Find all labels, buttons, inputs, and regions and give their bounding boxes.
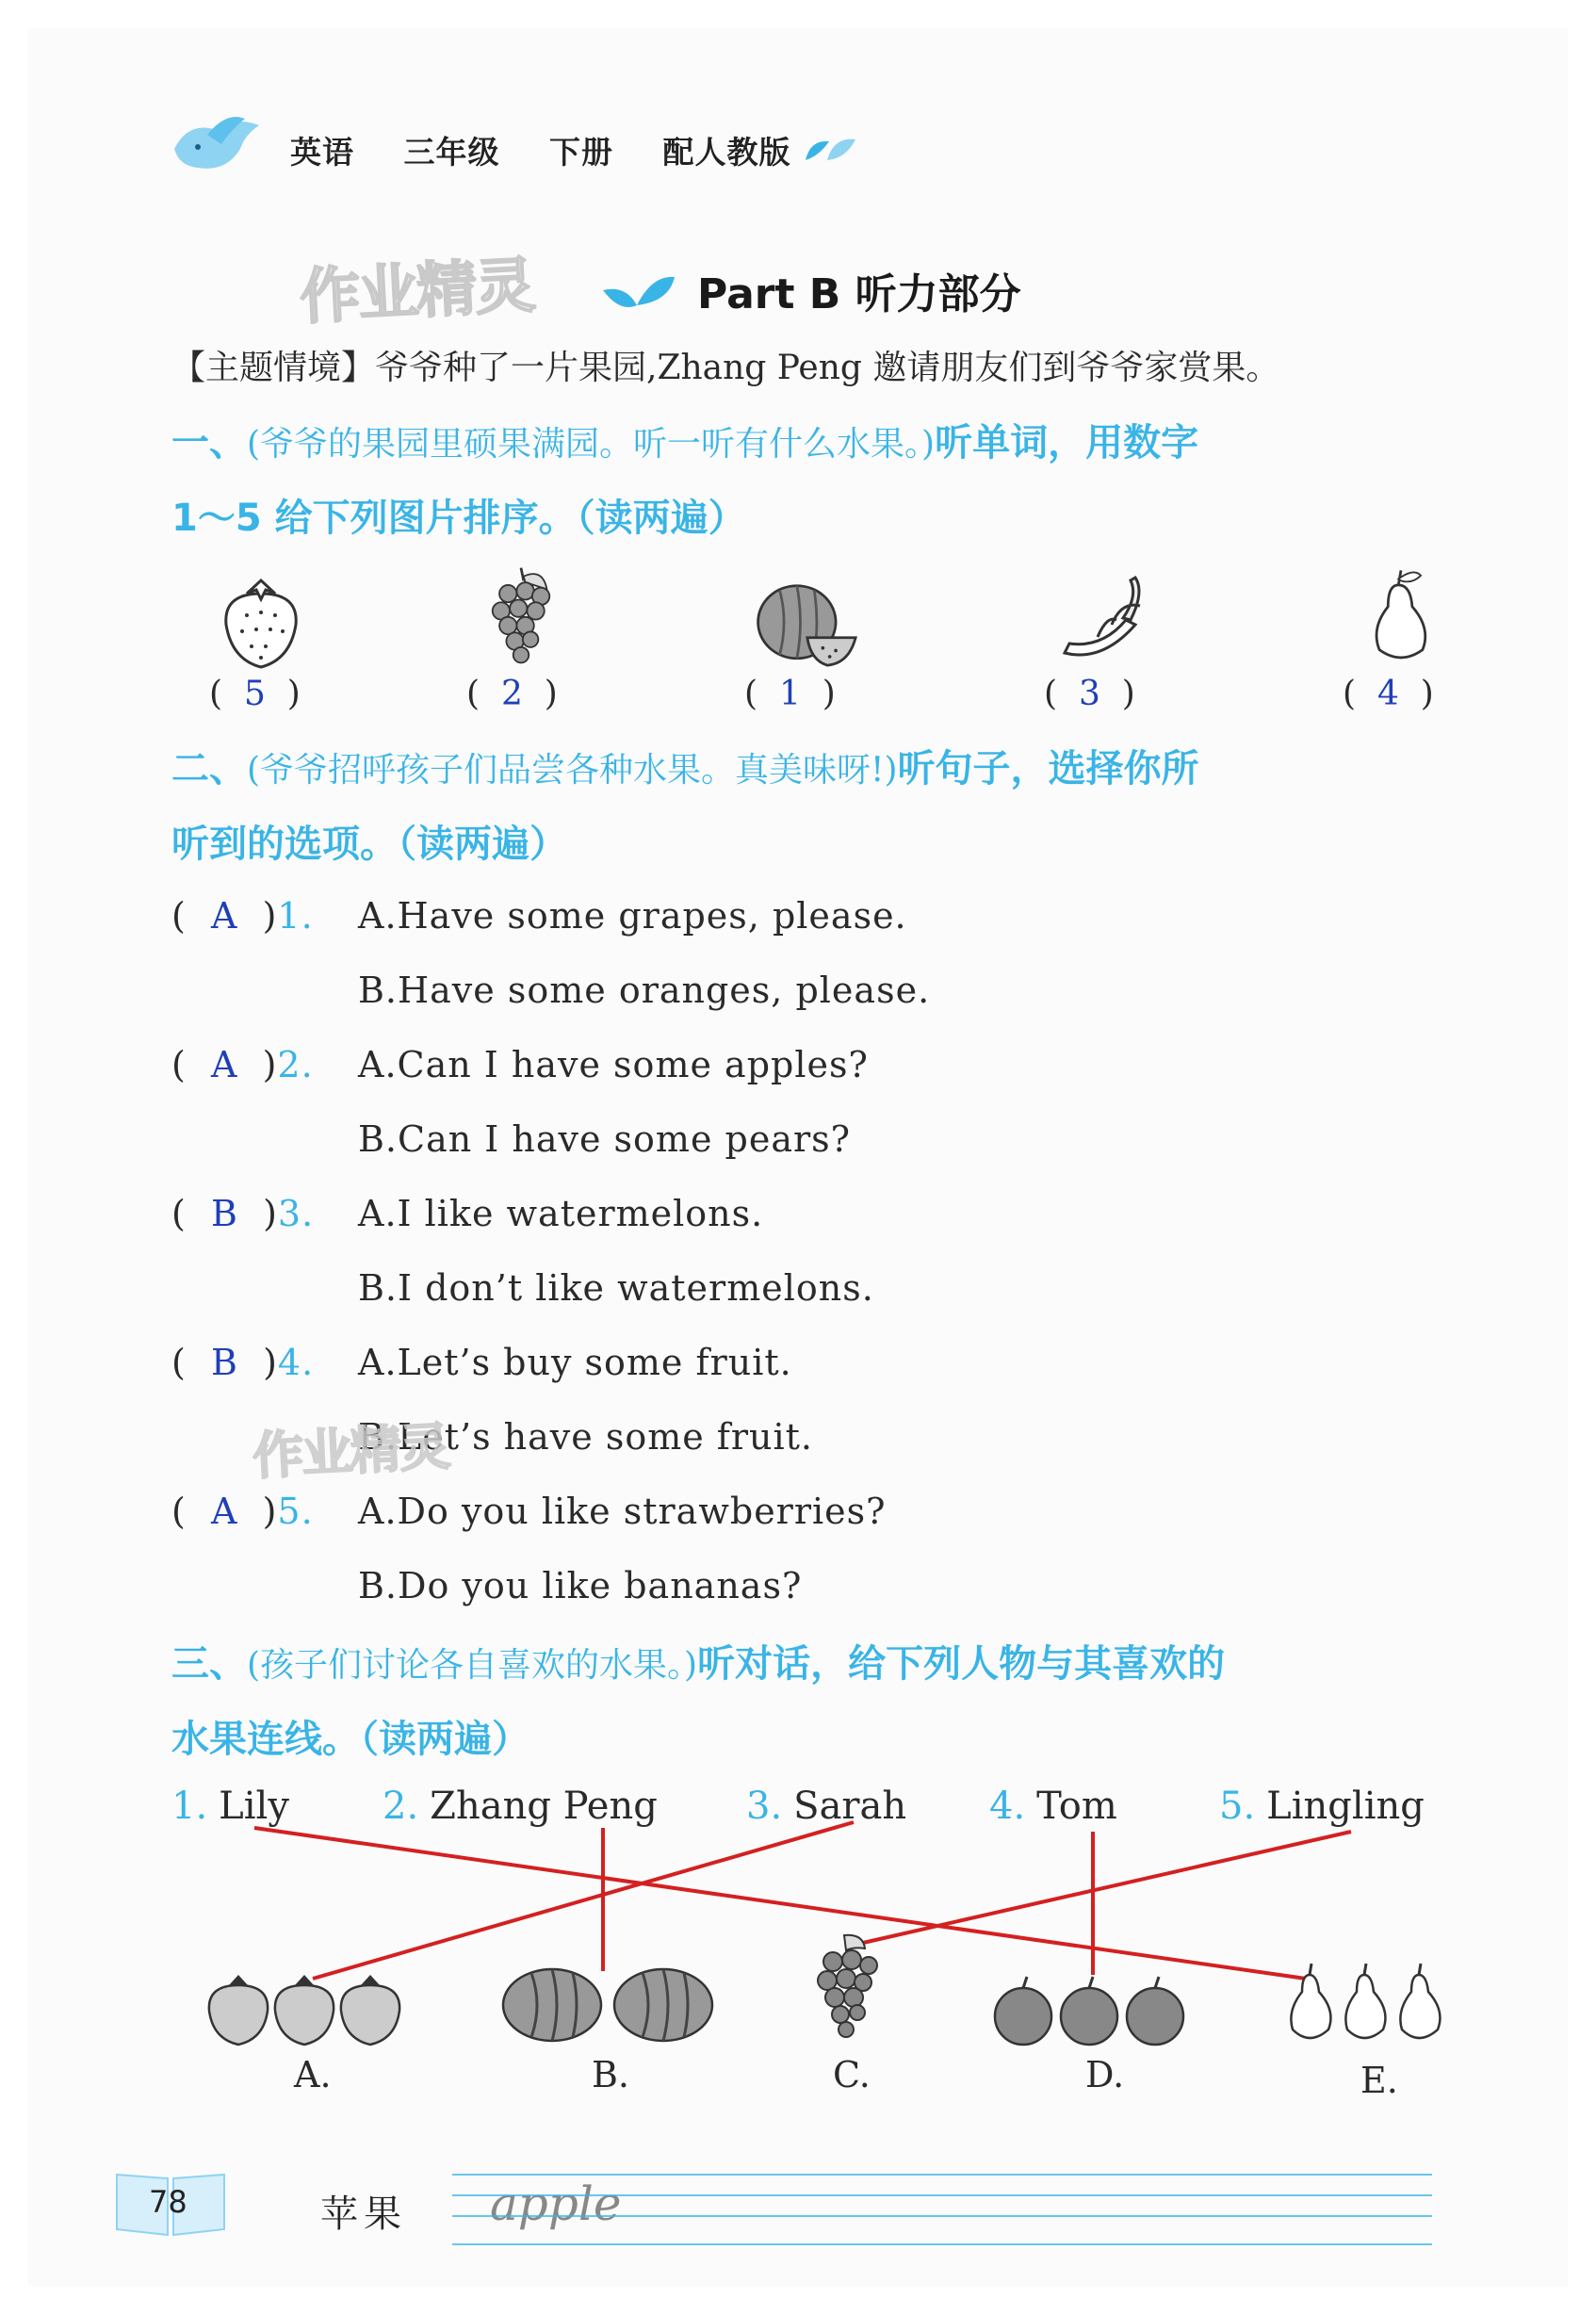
theme-text: 【主题情境】爷爷种了一片果园,Zhang Peng 邀请朋友们到爷爷家赏果。 xyxy=(171,349,1280,387)
watermark: 作业精灵 xyxy=(251,1416,450,1487)
section1-number: 一、 xyxy=(171,421,247,465)
question-number: 3. xyxy=(277,1193,315,1234)
section3-number: 三、 xyxy=(171,1642,247,1686)
section1-context: (爷爷的果园里硕果满园。听一听有什么水果。) xyxy=(247,425,936,464)
question-number: 1. xyxy=(277,895,314,937)
person-number: 5. xyxy=(1219,1785,1256,1828)
grapes-icon xyxy=(806,1932,882,2048)
question-answer: A xyxy=(210,895,238,937)
section2-context: (爷爷招呼孩子们品尝各种水果。真美味呀!) xyxy=(247,751,898,790)
match-line-lingling-c xyxy=(863,1832,1351,1943)
question-5: ( A )5. xyxy=(171,1491,314,1532)
person-number: 4. xyxy=(989,1785,1026,1828)
option-a: A.Have some grapes, please. xyxy=(358,895,907,937)
header-volume: 下册 xyxy=(549,134,613,171)
vocab-english: apple xyxy=(490,2176,622,2231)
option-b: B.Do you like bananas? xyxy=(358,1565,803,1606)
pears-icon xyxy=(1281,1960,1447,2050)
option-a: A.Let’s buy some fruit. xyxy=(358,1342,792,1383)
fruit-letter-d: D. xyxy=(1085,2054,1125,2095)
fruit-letter-e: E. xyxy=(1360,2060,1398,2101)
answer-value: 5 xyxy=(243,675,266,713)
match-line-lily-e xyxy=(254,1828,1306,1979)
option-a: A.Do you like strawberries? xyxy=(358,1491,887,1532)
section2-number: 二、 xyxy=(171,747,247,791)
person-number: 3. xyxy=(746,1785,783,1828)
option-b: B.Have some oranges, please. xyxy=(358,970,931,1011)
answer-value: 1 xyxy=(778,675,801,713)
fruit-letter-c: C. xyxy=(833,2054,871,2095)
question-answer: A xyxy=(210,1044,238,1085)
option-b: B.Let’s have some fruit. xyxy=(358,1416,814,1458)
person-number: 1. xyxy=(171,1785,208,1828)
answer-value: 3 xyxy=(1078,675,1100,713)
watermark: 作业精灵 xyxy=(298,251,536,334)
answer-banana: ( 3 ) xyxy=(1044,675,1135,713)
section1-instruction: 听单词，用数字 xyxy=(935,421,1199,465)
person-name: Tom xyxy=(1036,1785,1117,1828)
section2-instruction-line2: 听到的选项。（读两遍） xyxy=(171,823,567,866)
question-3: ( B )3. xyxy=(171,1193,315,1234)
answer-grapes: ( 2 ) xyxy=(466,675,558,713)
vocab-chinese: 苹果 xyxy=(320,2193,407,2236)
section3-context: (孩子们讨论各自喜欢的水果。) xyxy=(247,1646,698,1685)
option-a: A.I like watermelons. xyxy=(358,1193,764,1234)
option-a: A.Can I have some apples? xyxy=(358,1044,869,1085)
question-number: 2. xyxy=(277,1044,314,1085)
part-title: Part B 听力部分 xyxy=(697,270,1021,318)
fruit-letter-b: B. xyxy=(592,2054,630,2095)
question-answer: A xyxy=(210,1491,238,1532)
person-number: 2. xyxy=(383,1785,419,1828)
question-answer: B xyxy=(210,1342,238,1383)
person-name: Zhang Peng xyxy=(430,1785,658,1828)
header-grade: 三年级 xyxy=(403,134,500,171)
question-number: 5. xyxy=(277,1491,314,1532)
question-1: ( A )1. xyxy=(171,895,314,937)
person-name: Sarah xyxy=(793,1785,907,1828)
question-2: ( A )2. xyxy=(171,1044,314,1085)
strawberries-icon xyxy=(205,1971,403,2048)
person-name: Lingling xyxy=(1266,1785,1425,1828)
section1-instruction-line2: 1～5 给下列图片排序。（读两遍） xyxy=(171,497,746,540)
answer-watermelon: ( 1 ) xyxy=(744,675,836,713)
answer-strawberry: ( 5 ) xyxy=(209,675,301,713)
header-subject: 英语 xyxy=(290,134,354,171)
answer-value: 4 xyxy=(1376,675,1399,713)
fruit-letter-a: A. xyxy=(294,2054,332,2095)
section3-instruction: 听对话，给下列人物与其喜欢的 xyxy=(697,1642,1226,1686)
apples-icon xyxy=(989,1969,1187,2050)
answer-pear: ( 4 ) xyxy=(1343,675,1434,713)
writing-lines xyxy=(452,2167,1432,2252)
section2-instruction: 听句子，选择你所 xyxy=(897,747,1199,791)
header-edition: 配人教版 xyxy=(662,134,791,171)
option-b: B.I don’t like watermelons. xyxy=(358,1267,874,1309)
option-b: B.Can I have some pears? xyxy=(358,1118,852,1160)
watermelons-icon xyxy=(494,1960,720,2045)
person-name: Lily xyxy=(219,1785,289,1828)
question-4: ( B )4. xyxy=(171,1342,315,1383)
answer-value: 2 xyxy=(500,675,523,713)
question-answer: B xyxy=(210,1193,238,1234)
page-number: 78 xyxy=(149,2184,187,2220)
section3-instruction-line2: 水果连线。（读两遍） xyxy=(171,1718,529,1761)
question-number: 4. xyxy=(277,1342,315,1383)
